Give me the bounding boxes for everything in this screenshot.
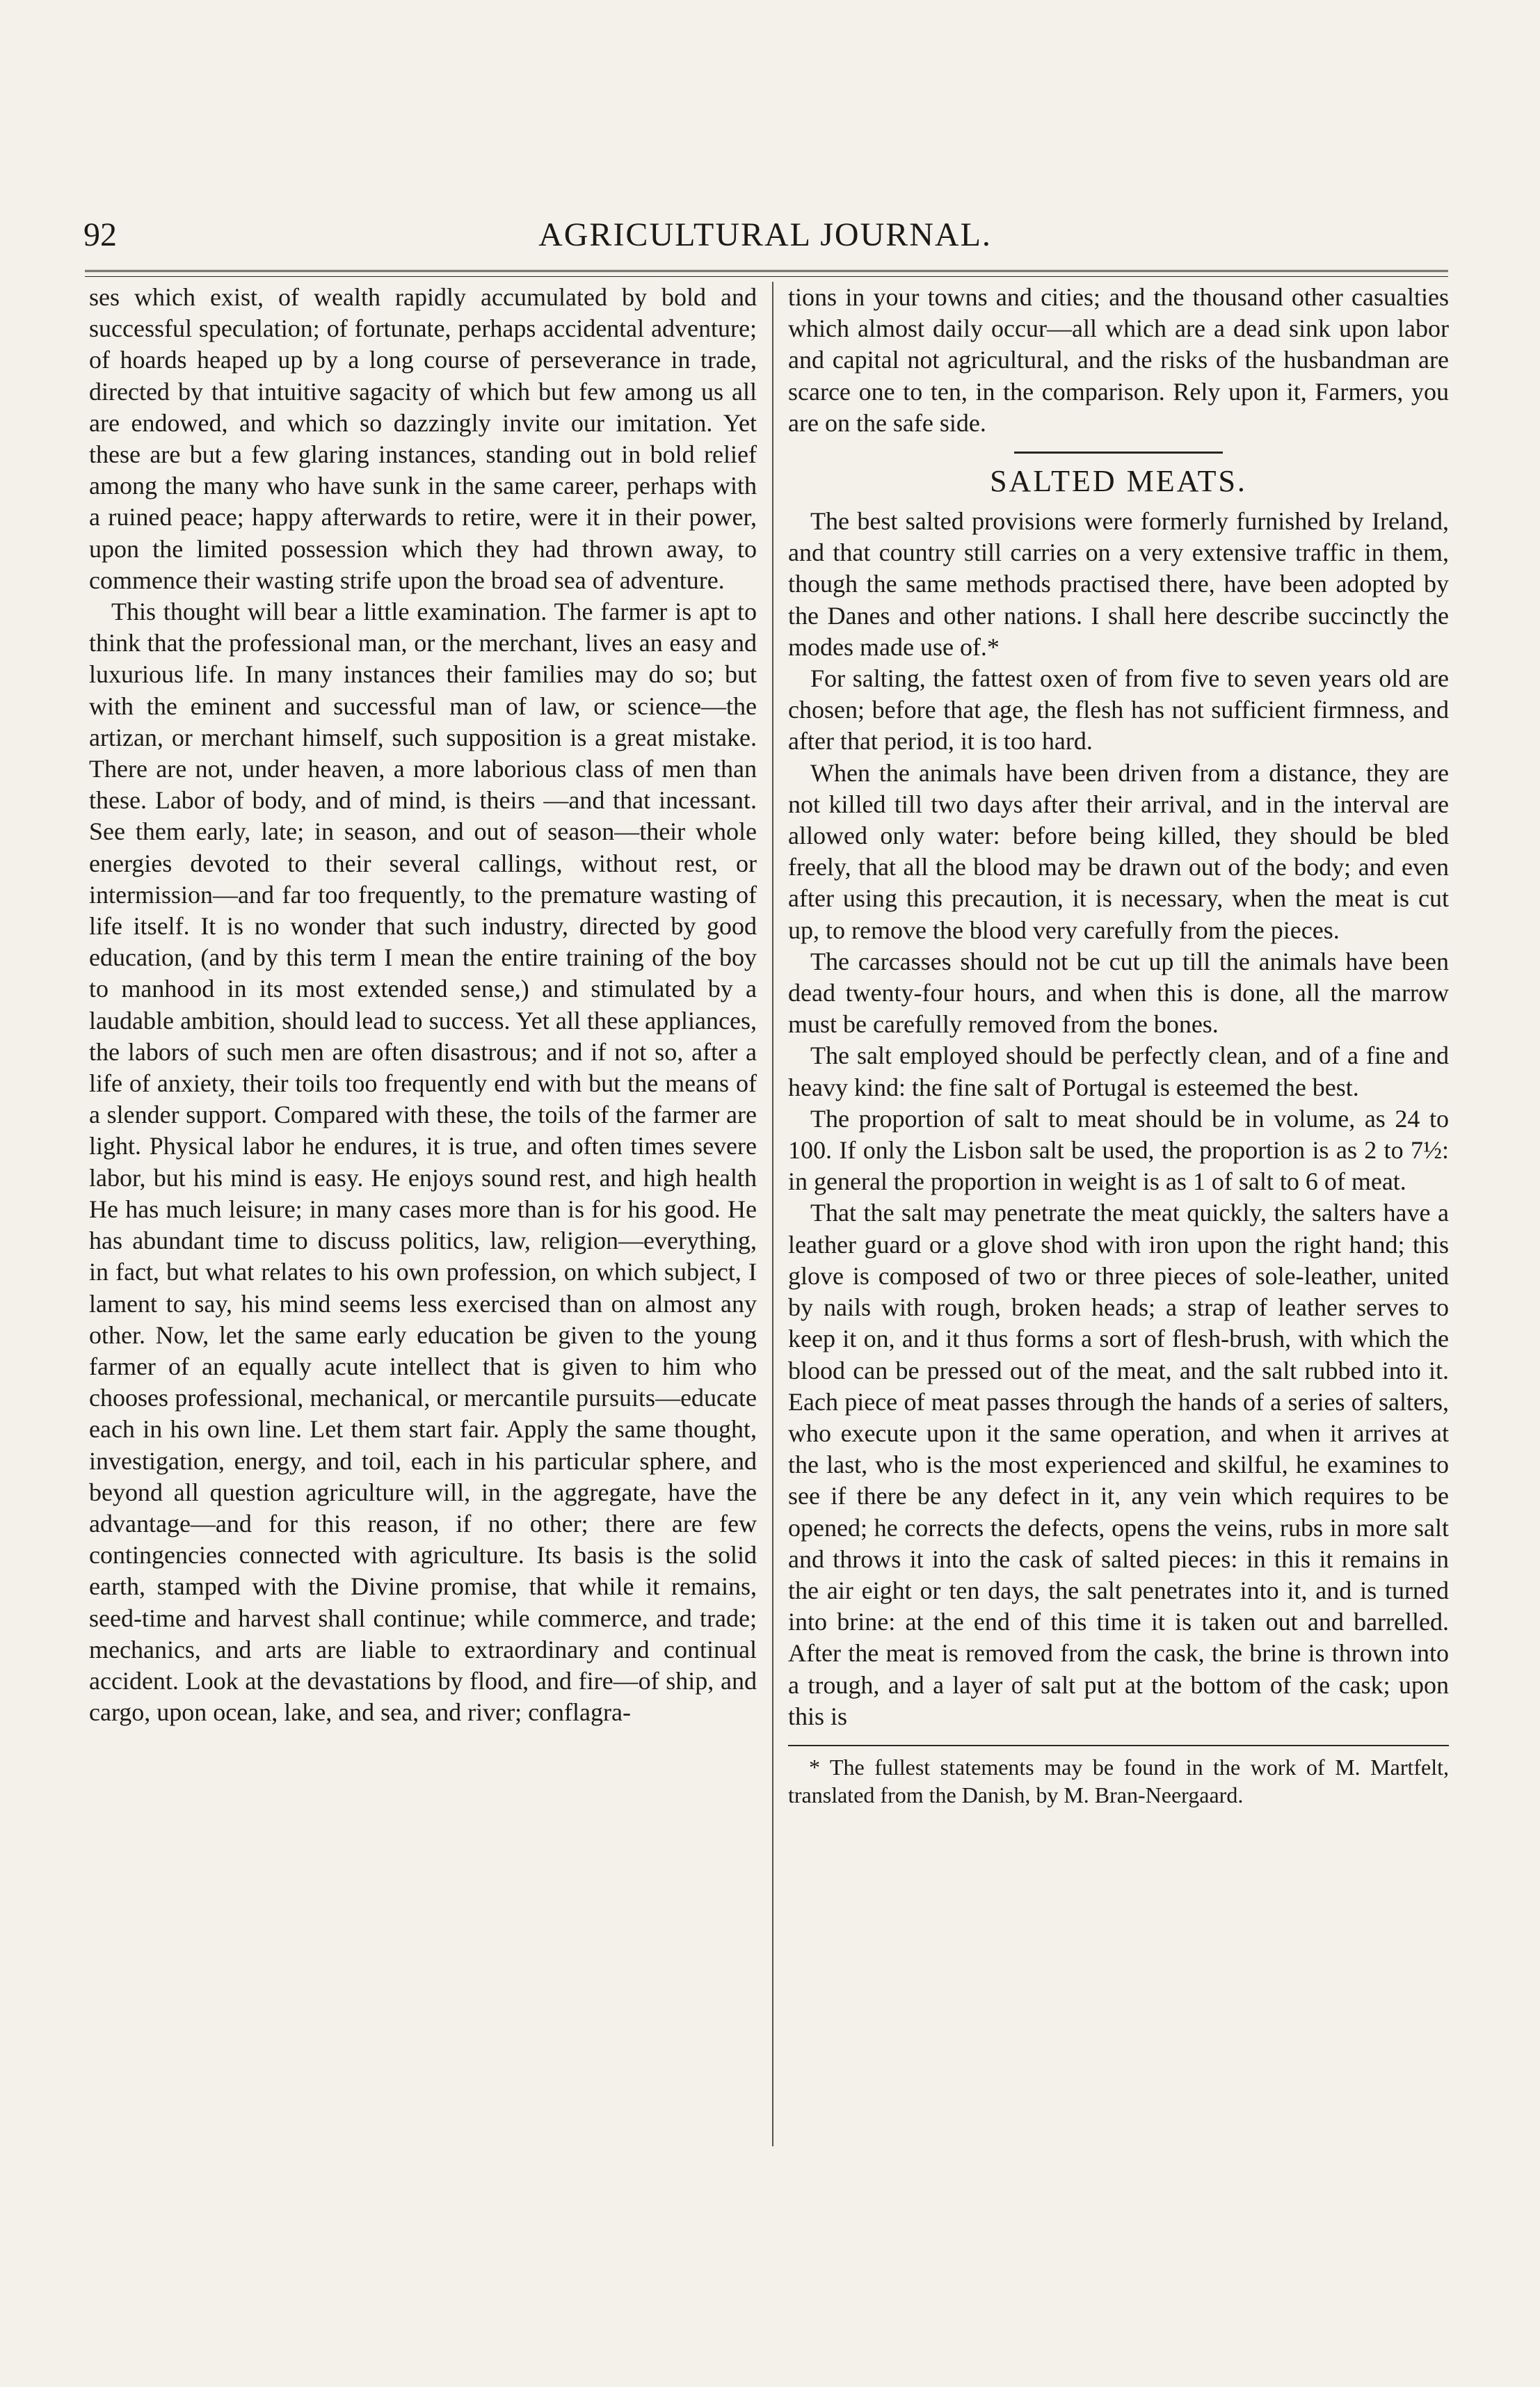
footnote-rule [788, 1745, 1449, 1746]
right-continuation: tions in your towns and cities; and the thousand other casualties which almost daily occur—all which are a dead sink upon labor and capital not agricultural, and the risks of the husbandman are scarce one to ten, in the comparison. Rely upon it, Farmers, you are on the safe side. [788, 283, 1449, 437]
right-paragraph-4: The carcasses should not be cut up till the animals have been dead twenty-four hours, and when this is done, all the marrow must be carefully removed from the bones. [788, 947, 1449, 1039]
page-header [83, 216, 1447, 264]
header-rule [85, 270, 1448, 277]
right-paragraph-6: The proportion of salt to meat should be in volume, as 24 to 100. If only the Lisbon salt be used, the proportion is as 2 to 7½: in general the proportion in weight is as 1 of salt to 6 of meat. [788, 1104, 1449, 1196]
section-rule [1014, 452, 1223, 454]
page-number: 92 [83, 216, 117, 253]
left-paragraph-2: This thought will bear a little examination. The farmer is apt to think that the professional man, or the merchant, lives an easy and luxurious life. In many instances their families may do so; but with the eminent and successful man of law, or science—the artizan, or merchant himself, such supposition is a great mistake. There are not, under heaven, a more laborious class of men than these. Labor of body, and of mind, is theirs —and that incessant. See them early, late; in season, and out of season—their whole energies devoted to their several callings, without rest, or intermission—and far too frequently, to the premature wasting of life itself. It is no wonder that such industry, directed by good education, (and by this term I mean the entire training of the boy to manhood in its most extended sense,) and stimulated by a laudable ambition, should lead to success. Yet all these appliances, the labors of such men are often disastrous; and if not so, after a life of anxiety, their toils too frequently end with but the means of a slender support. Compared with these, the toils of the farmer are light. Physical labor he endures, it is true, and often times severe labor, but his mind is easy. He enjoys sound rest, and high health He has much leisure; in many cases more than is for his good. He has abundant time to discuss politics, law, religion—everything, in fact, but what relates to his own profession, on which subject, I lament to say, his mind seems less exercised than on almost any other. Now, let the same early education be given to the young farmer of an equally acute intellect that is given to him who chooses professional, mechanical, or mercantile pursuits—educate each in his own line. Let them start fair. Apply the same thought, investigation, energy, and toil, each in his particular sphere, and beyond all question agriculture will, in the aggregate, have the advantage—and for this reason, if no other; there are few contingencies connected with agriculture. Its basis is the solid earth, stamped with the Divine promise, that while it remains, seed-time and harvest shall continue; while commerce, and trade; mechanics, and arts are liable to extraordinary and continual accident. Look at the devastations by flood, and fire—of ship, and cargo, upon ocean, lake, and sea, and river; conflagra- [89, 598, 757, 1727]
right-paragraph-1: The best salted provisions were formerly furnished by Ireland, and that country still carries on a very extensive traffic in them, though the same methods practised there, have been adopted by the Danes and other nations. I shall here describe succinctly the modes made use of.* [788, 507, 1449, 661]
section-title: SALTED MEATS. [990, 464, 1247, 499]
right-paragraph-3: When the animals have been driven from a distance, they are not killed till two days after their arrival, and in the interval are allowed only water: before being killed, they should be bled freely, that all the blood may be drawn out of the body; and even after using this precaution, it is necessary, when the meat is cut up, to remove the blood very carefully from the pieces. [788, 758, 1449, 944]
footnote: * The fullest statements may be found in the work of M. Martfelt, translated from the Danish, by M. Bran-Neergaard. [788, 1754, 1449, 1807]
text-columns [89, 282, 1451, 2355]
left-paragraph-1: ses which exist, of wealth rapidly accumulated by bold and successful speculation; of fortunate, perhaps accidental adventure; of hoards heaped up by a long course of perseverance in trade, directed by that intuitive sagacity of which but few among us all are endowed, and which so dazzingly invite our imitation. Yet these are but a few glaring instances, standing out in bold relief among the many who have sunk in the same career, perhaps with a ruined peace; happy afterwards to retire, were it in their power, upon the limited possession which they had thrown away, to commence their wasting strife upon the broad sea of adventure. [89, 283, 757, 594]
right-paragraph-5: The salt employed should be perfectly clean, and of a fine and heavy kind: the fine salt of Portugal is esteemed the best. [788, 1041, 1449, 1101]
right-column [788, 282, 1449, 1809]
left-column [89, 282, 757, 1728]
column-divider [772, 282, 773, 2146]
running-title: AGRICULTURAL JOURNAL. [538, 216, 992, 253]
right-paragraph-7: That the salt may penetrate the meat quickly, the salters have a leather guard or a glove shod with iron upon the right hand; this glove is composed of two or three pieces of sole-leather, united by nails with rough, broken heads; a strap of leather serves to keep it on, and it thus forms a sort of flesh-brush, with which the blood can be pressed out of the meat, and the salt rubbed into it. Each piece of meat passes through the hands of a series of salters, who execute upon it the same operation, and when it arrives at the last, who is the most experienced and skilful, he examines to see if there be any defect in it, any vein which requires to be opened; he corrects the defects, opens the veins, rubs in more salt and throws it into the cask of salted pieces: in this it remains in the air eight or ten days, the salt penetrates into it, and is turned into brine: at the end of this time it is taken out and barrelled. After the meat is removed from the cask, the brine is thrown into a trough, and a layer of salt put at the bottom of the cask; upon this is [788, 1199, 1449, 1730]
right-paragraph-2: For salting, the fattest oxen of from five to seven years old are chosen; before that age, the flesh has not sufficient firmness, and after that period, it is too hard. [788, 664, 1449, 756]
